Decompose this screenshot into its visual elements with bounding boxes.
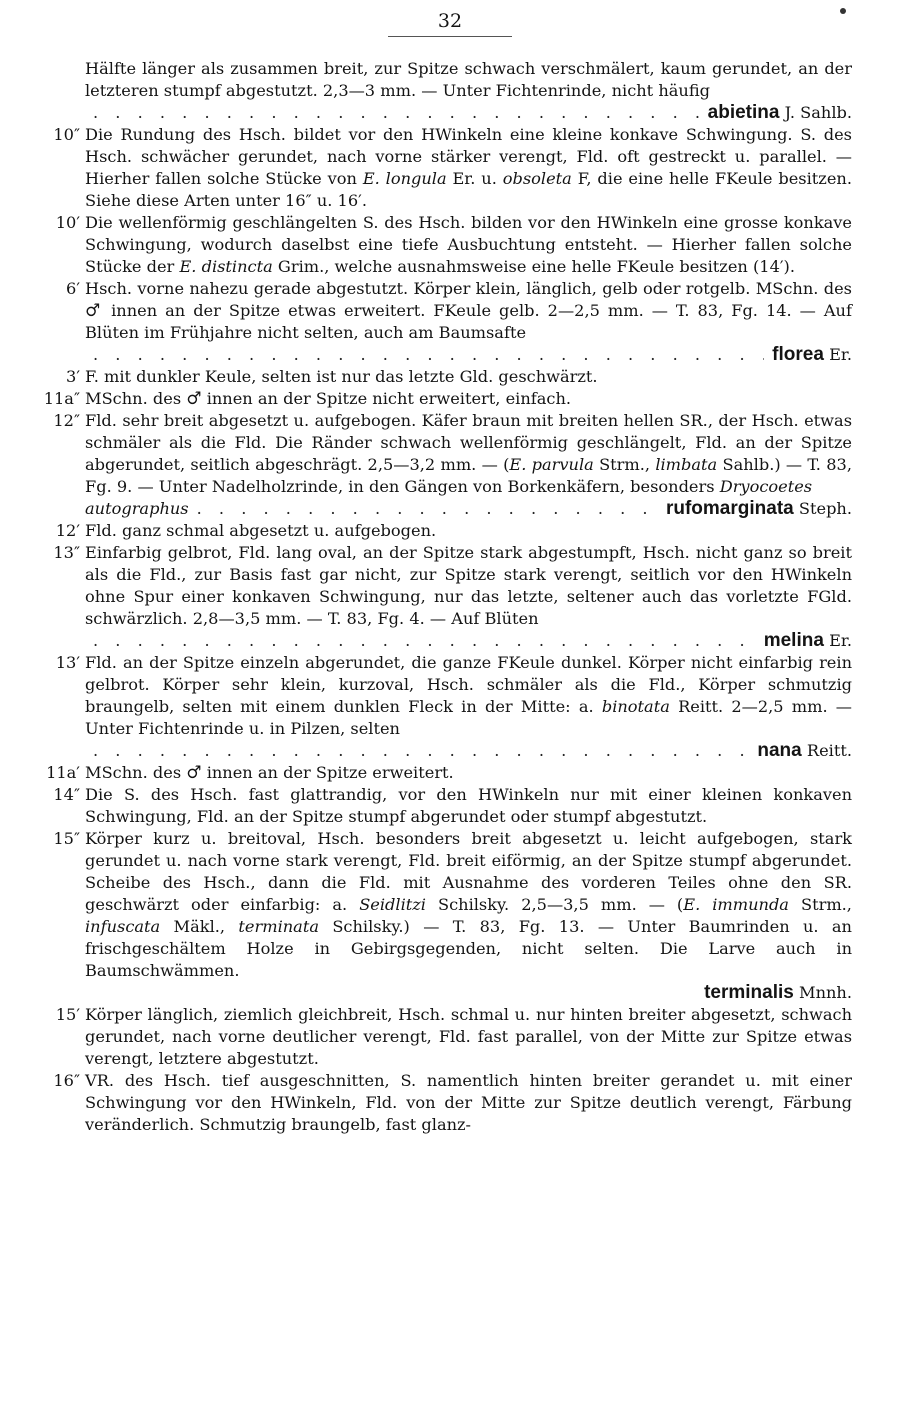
- key-entry-6b: [30, 278, 852, 366]
- key-text: [30, 58, 852, 1136]
- couplet-number: 6′: [66, 279, 80, 298]
- species-author: Er.: [829, 345, 852, 364]
- species-author: Reitt.: [806, 741, 852, 760]
- species-line: [85, 630, 852, 652]
- entry-text: VR. des Hsch. tief ausgeschnitten, S. namentlich hinten breiter gerandet u. mit einer Schwingung vor den HWinkeln, Fld. von der Mitte zur Spitze deutlich verengt, Färbung veränderlich. Schmutzig braungelb, fast glanz-: [85, 1071, 852, 1134]
- taxon-name: Seidlitzi: [359, 895, 426, 914]
- entry-text: Grim., welche ausnahmsweise eine helle FKeule besitzen (14′).: [277, 257, 796, 276]
- taxon-name: terminata: [238, 917, 319, 936]
- leader-dots: [197, 498, 658, 520]
- species-author: Mnnh.: [799, 983, 852, 1002]
- species-name: abietina: [707, 102, 780, 123]
- entry-text: Reitt. 2—2,5 mm. — Unter Fichtenrinde u. in Pilzen, selten: [85, 697, 852, 738]
- header-rule: [388, 36, 512, 37]
- species-name: melina: [763, 630, 824, 651]
- entry-text: Strm.,: [599, 455, 651, 474]
- male-symbol-icon: ♂: [85, 301, 104, 321]
- entry-text: Hälfte länger als zusammen breit, zur Spitze schwach verschmälert, kaum gerundet, an der letzteren stumpf abgestutzt. 2,3—3 mm. — Unter Fichtenrinde, nicht häufig: [85, 59, 852, 100]
- key-entry-continuation: [30, 58, 852, 124]
- couplet-number: 11a′: [46, 763, 80, 782]
- key-entry-11a-b: [30, 762, 852, 784]
- couplet-number: 3′: [66, 367, 80, 386]
- ink-spot: [840, 8, 846, 14]
- species-author: J. Sahlb.: [784, 103, 852, 122]
- species-author: Er.: [829, 631, 852, 650]
- entry-text: Mäkl.,: [173, 917, 226, 936]
- entry-text: Fld. an der Spitze einzeln abgerundet, die ganze FKeule dunkel. Körper nicht einfarbig rein gelbrot. Körper sehr klein, kurzoval, Hsch. schmäler als die Fld., Körper schmutzig braungelb, selten mit einem dunklen Fleck in der Mitte: a.: [85, 653, 852, 716]
- couplet-number: 13′: [55, 653, 80, 672]
- taxon-name: binotata: [601, 697, 670, 716]
- species-name: nana: [757, 740, 802, 761]
- entry-text: Schilsky.) — T. 83, Fg. 13. — Unter Baumrinden u. an frischgeschältem Holze in Gebirgsgegenden, nicht selten. Die Larve auch in Baumschwämmen.: [85, 917, 852, 980]
- entry-text: innen an der Spitze etwas erweitert. FKeule gelb. 2—2,5 mm. — T. 83, Fg. 14. — Auf Blüten im Frühjahre nicht selten, auch am Baumsafte: [85, 301, 852, 342]
- species-line: [85, 102, 852, 124]
- entry-text: Hsch. vorne nahezu gerade abgestutzt. Körper klein, länglich, gelb oder rotgelb. MSchn. des: [85, 279, 852, 298]
- key-entry-15a: [30, 828, 852, 1004]
- leader-dots: [93, 344, 764, 366]
- entry-text: Fld. ganz schmal abgesetzt u. aufgebogen.: [85, 521, 437, 540]
- couplet-number: 15′: [55, 1005, 80, 1024]
- couplet-number: 10″: [53, 125, 80, 144]
- key-entry-14a: [30, 784, 852, 828]
- entry-text: Schilsky. 2,5—3,5 mm. — (: [438, 895, 684, 914]
- taxon-name: E. longula: [362, 169, 447, 188]
- entry-text: Strm.,: [800, 895, 852, 914]
- entry-text: Körper kurz u. breitoval, Hsch. besonders breit abgesetzt u. leicht aufgebogen, stark gerundet u. nach vorne stark verengt, Fld. breit eiförmig, an der Spitze stumpf abgerundet. Scheibe des Hsch., dann die Fld. mit Ausnahme des vorderen Teiles ohne den SR. geschwärzt oder einfarbig: a.: [85, 829, 852, 914]
- key-entry-11a-a: [30, 388, 852, 410]
- entry-text: Körper länglich, ziemlich gleichbreit, Hsch. schmal u. nur hinten breiter abgesetzt, schwach gerundet, nach vorne deutlicher verengt, Fld. fast parallel, von der Mitte zur Spitze etwas verengt, letztere abgestutzt.: [85, 1005, 852, 1068]
- couplet-number: 10′: [55, 213, 80, 232]
- couplet-number: 15″: [53, 829, 80, 848]
- key-entry-13a: [30, 542, 852, 652]
- taxon-name: E. distincta: [179, 257, 273, 276]
- key-entry-13b: [30, 652, 852, 762]
- leader-dots: [93, 740, 749, 762]
- entry-text: MSchn. des: [85, 389, 182, 408]
- key-entry-12b: [30, 520, 852, 542]
- leader-dots: [93, 102, 700, 124]
- taxon-name: E. immunda: [683, 895, 789, 914]
- entry-text: innen an der Spitze erweitert.: [206, 763, 454, 782]
- couplet-number: 12′: [55, 521, 80, 540]
- male-symbol-icon: ♂: [186, 389, 202, 409]
- key-entry-3b: [30, 366, 852, 388]
- species-name: terminalis: [704, 982, 794, 1003]
- taxon-name: limbata: [655, 455, 718, 474]
- couplet-number: 14″: [53, 785, 80, 804]
- entry-text: Die wellenförmig geschlängelten S. des Hsch. bilden vor den HWinkeln eine grosse konkave Schwingung, wodurch daselbst eine tiefe Ausbuchtung entsteht. — Hierher fallen solche Stücke der: [85, 213, 852, 276]
- entry-text: F, die eine helle FKeule besitzen. Siehe diese Arten unter 16″ u. 16′.: [85, 169, 852, 210]
- species-line: [85, 498, 852, 520]
- key-entry-15b: [30, 1004, 852, 1070]
- leader-dots: [93, 630, 756, 652]
- taxon-name: Dryocoetes: [719, 477, 813, 496]
- entry-text: Einfarbig gelbrot, Fld. lang oval, an der Spitze stark abgestumpft, Hsch. nicht ganz so breit als die Fld., zur Basis fast gar nicht, zur Spitze stark verengt, seitlich vor den HWinkeln ohne Spur einer konkaven Schwingung, nur das letzte, seltener auch das vorletzte FGld. schwärzlich. 2,8—3,5 mm. — T. 83, Fg. 4. — Auf Blüten: [85, 543, 852, 628]
- species-line: [85, 982, 852, 1004]
- species-name: florea: [772, 344, 824, 365]
- key-entry-10a: [30, 124, 852, 212]
- key-entry-16a: [30, 1070, 852, 1136]
- male-symbol-icon: ♂: [186, 763, 202, 783]
- entry-text: F. mit dunkler Keule, selten ist nur das letzte Gld. geschwärzt.: [85, 367, 598, 386]
- page-number: 32: [437, 10, 463, 32]
- entry-text: Sahlb.) — T. 83, Fg. 9. — Unter Nadelholzrinde, in den Gängen von Borkenkäfern, besonders: [85, 455, 852, 496]
- species-name: rufomarginata: [665, 498, 794, 519]
- species-line: [85, 740, 852, 762]
- couplet-number: 13″: [53, 543, 80, 562]
- key-entry-10b: [30, 212, 852, 278]
- key-entry-12a: [30, 410, 852, 520]
- entry-text: MSchn. des: [85, 763, 182, 782]
- species-author: Steph.: [798, 499, 852, 518]
- taxon-name: E. parvula: [509, 455, 594, 474]
- couplet-number: 16″: [53, 1071, 80, 1090]
- taxon-name: autographus: [85, 499, 189, 518]
- entry-text: Er. u.: [452, 169, 497, 188]
- entry-text: Die Rundung des Hsch. bildet vor den HWinkeln eine kleine konkave Schwingung. S. des Hsch. schwächer gerundet, nach vorne stärker verengt, Fld. oft gestreckt u. parallel. — Hierher fallen solche Stücke von: [85, 125, 852, 188]
- taxon-name: obsoleta: [502, 169, 572, 188]
- entry-text: innen an der Spitze nicht erweitert, einfach.: [206, 389, 572, 408]
- species-line: [85, 344, 852, 366]
- couplet-number: 12″: [53, 411, 80, 430]
- taxon-name: infuscata: [85, 917, 161, 936]
- entry-text: Die S. des Hsch. fast glattrandig, vor den HWinkeln nur mit einer kleinen konkaven Schwingung, Fld. an der Spitze stumpf abgerundet oder stumpf abgestutzt.: [85, 785, 852, 826]
- entry-text: Fld. sehr breit abgesetzt u. aufgebogen. Käfer braun mit breiten hellen SR., der Hsch. etwas schmäler als die Fld. Die Ränder schwach wellenförmig geschlängelt, Fld. an der Spitze abgerundet, seitlich abgeschrägt. 2,5—3,2 mm. — (: [85, 411, 852, 474]
- couplet-number: 11a″: [43, 389, 80, 408]
